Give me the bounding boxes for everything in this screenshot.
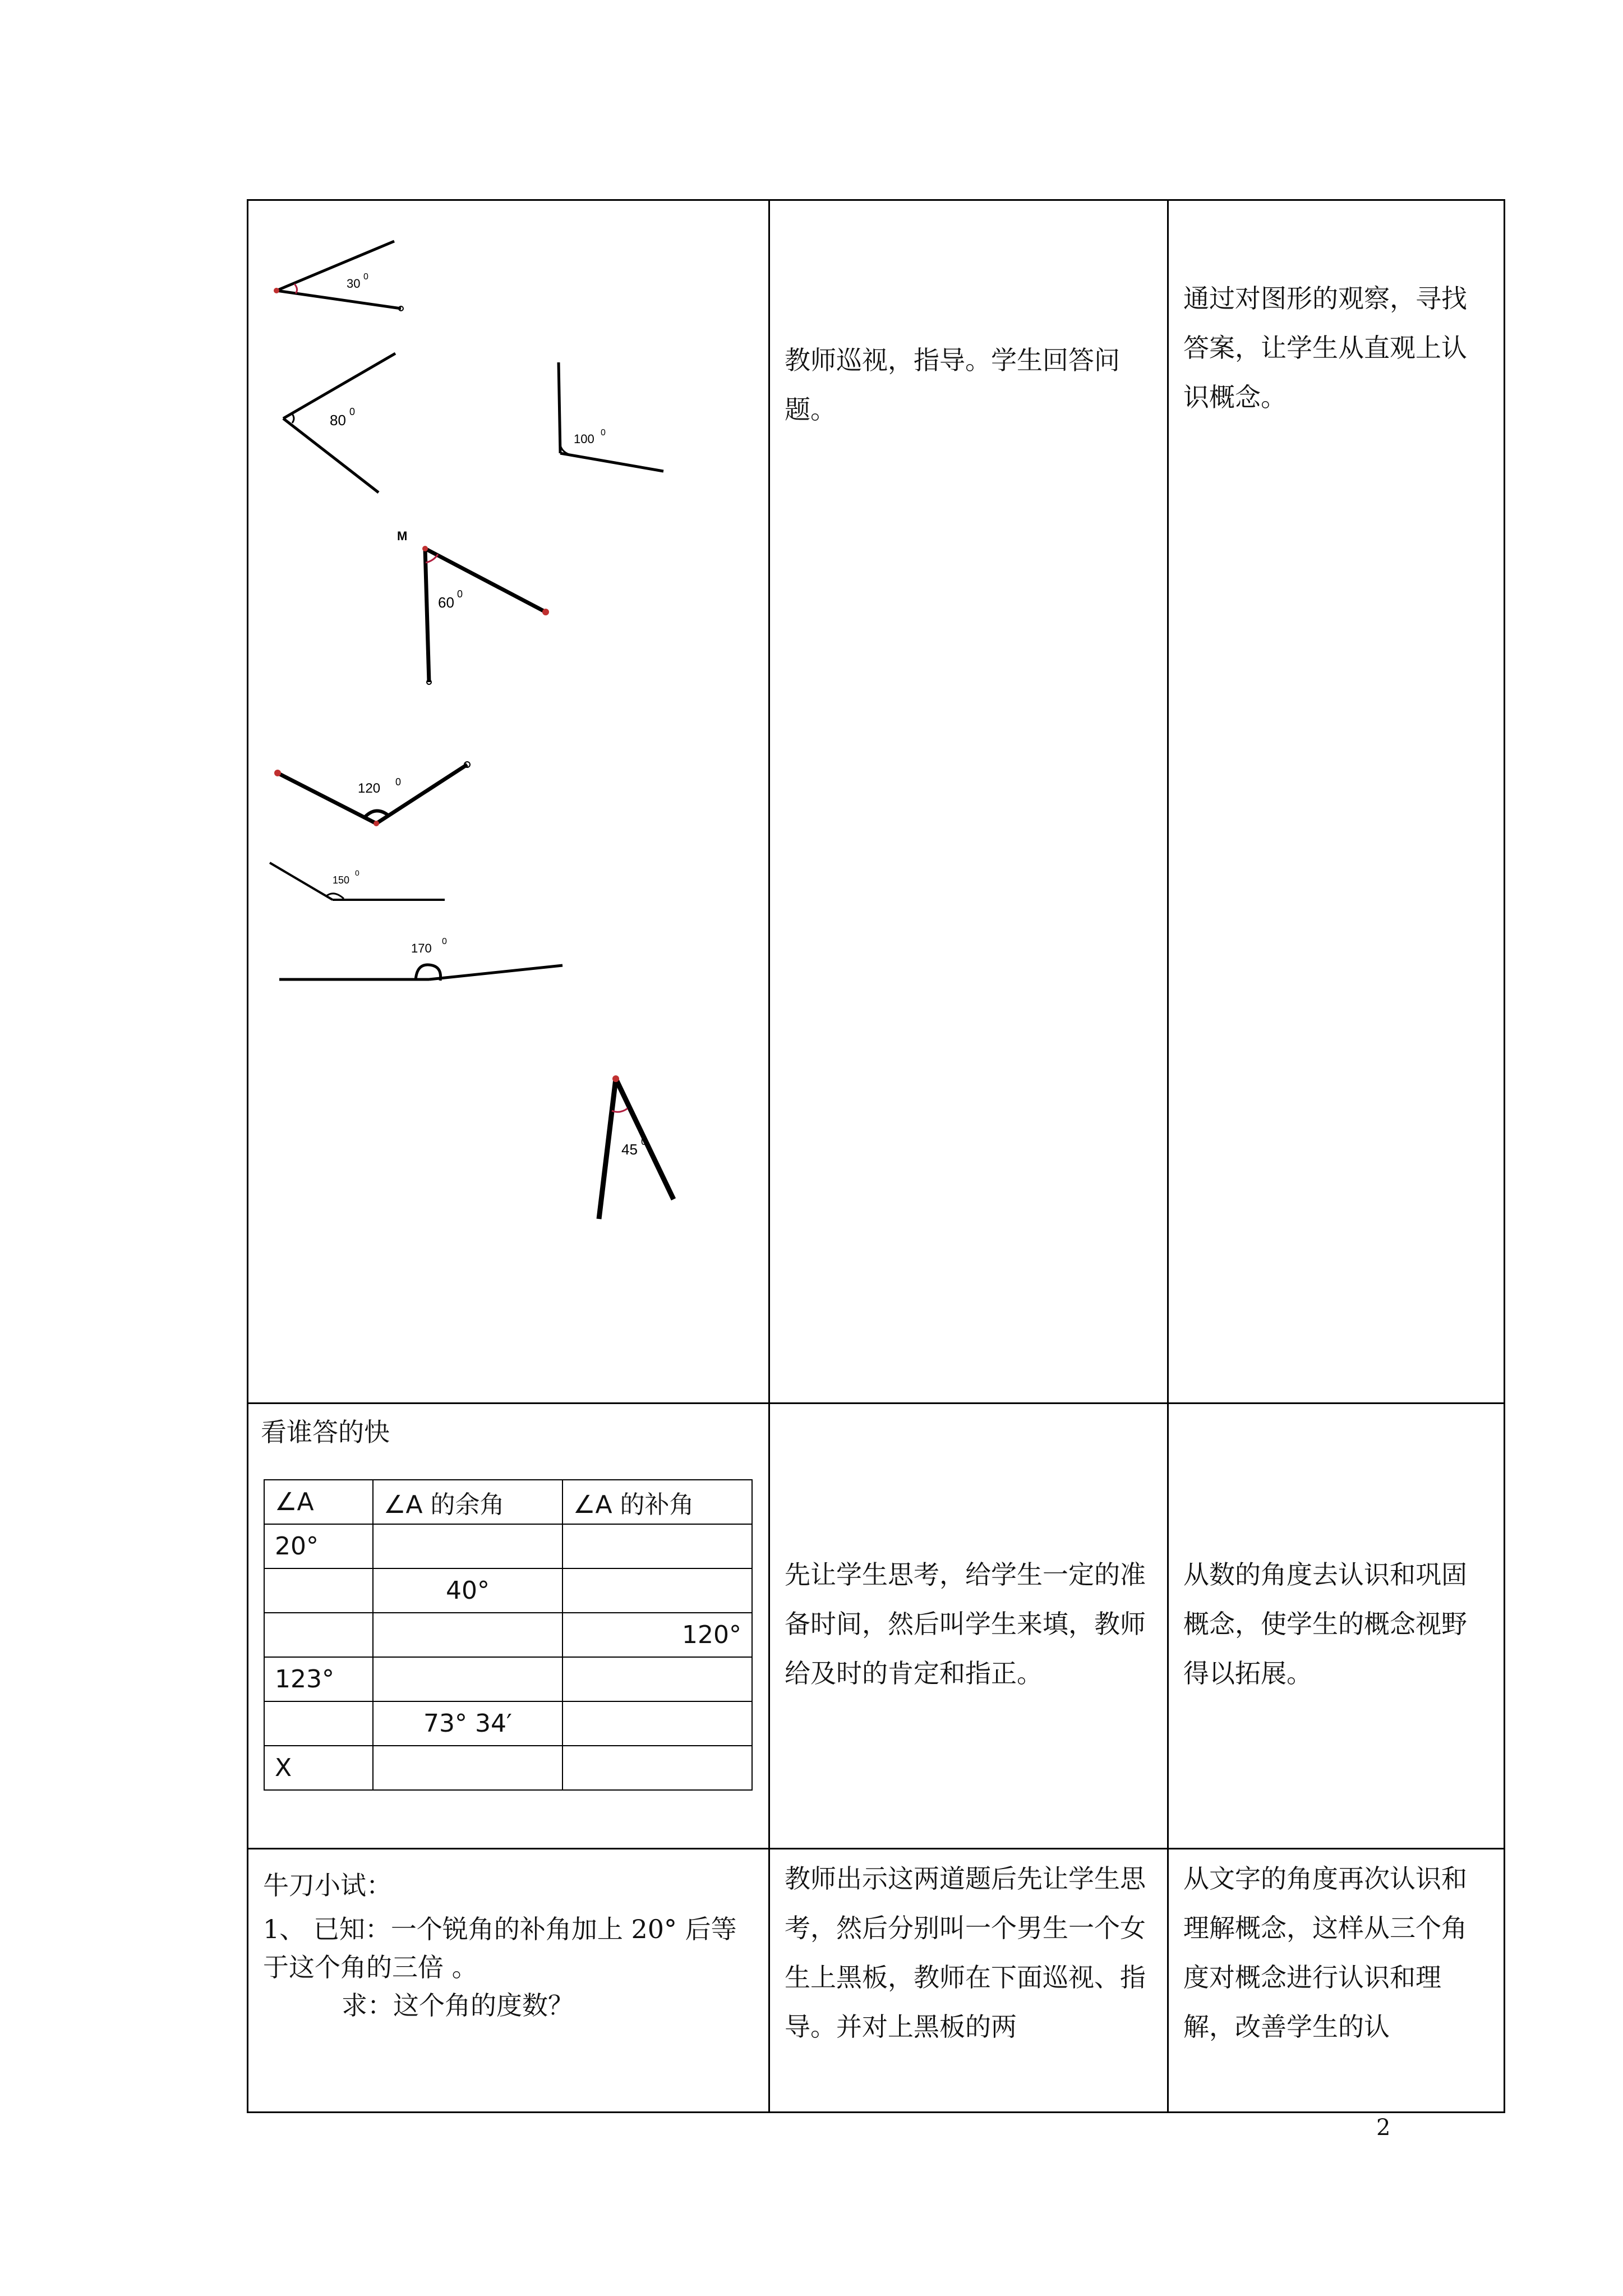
angle-diagrams bbox=[248, 201, 768, 1402]
table-cell bbox=[373, 1613, 562, 1657]
problem-text: 1、 已知：一个锐角的补角加上 20° 后等于这个角的三倍 。 bbox=[263, 1914, 737, 1982]
angle-120-label: 120 bbox=[358, 781, 381, 796]
table-cell bbox=[373, 1524, 562, 1568]
table-cell: X bbox=[264, 1746, 373, 1790]
teacher-activity-text: 先让学生思考，给学生一定的准备时间，然后叫学生来填，教师给及时的肯定和指正。 bbox=[785, 1559, 1146, 1688]
quick-answer-title: 看谁答的快 bbox=[261, 1417, 390, 1447]
design-purpose-cell bbox=[1168, 200, 1505, 1404]
teacher-activity-cell bbox=[769, 1849, 1168, 2113]
angle-figures bbox=[248, 201, 768, 1402]
table-cell bbox=[562, 1568, 752, 1613]
header-supplement: ∠A 的补角 bbox=[562, 1480, 752, 1524]
svg-text:0: 0 bbox=[349, 406, 356, 417]
table-cell bbox=[373, 1746, 562, 1790]
svg-text:0: 0 bbox=[641, 1136, 647, 1147]
angle-80-label: 80 bbox=[330, 412, 346, 429]
angle-60-figure bbox=[397, 529, 549, 684]
table-cell bbox=[264, 1613, 373, 1657]
table-row bbox=[248, 200, 1505, 1404]
table-cell bbox=[373, 1657, 562, 1701]
design-purpose-text: 通过对图形的观察，寻找答案，让学生从直观上认识概念。 bbox=[1183, 283, 1467, 412]
svg-text:0: 0 bbox=[457, 588, 463, 600]
teacher-activity-text: 教师巡视，指导。学生回答问题。 bbox=[785, 345, 1120, 425]
angle-30-figure bbox=[274, 241, 403, 311]
trial-exercise-cell bbox=[248, 1849, 769, 2113]
angle-120-figure bbox=[274, 762, 470, 826]
svg-text:0: 0 bbox=[601, 428, 606, 438]
svg-text:0: 0 bbox=[363, 272, 368, 282]
angle-60-label: 60 bbox=[438, 594, 454, 611]
table-row bbox=[264, 1746, 752, 1790]
design-purpose-text: 从文字的角度再次认识和理解概念，这样从三个角度对概念进行认识和理解，改善学生的认 bbox=[1183, 1864, 1467, 2042]
teacher-activity-cell bbox=[769, 1404, 1168, 1849]
table-row bbox=[264, 1613, 752, 1657]
angle-150-figure bbox=[270, 863, 445, 900]
angle-170-label: 170 bbox=[411, 941, 432, 955]
header-angle-a: ∠A bbox=[264, 1480, 373, 1524]
table-cell: 40° bbox=[373, 1568, 562, 1613]
svg-text:0: 0 bbox=[442, 937, 447, 946]
table-row bbox=[264, 1701, 752, 1746]
teacher-activity-cell bbox=[769, 200, 1168, 1404]
quick-answer-cell bbox=[248, 1404, 769, 1849]
angle-170-figure bbox=[279, 937, 562, 981]
table-header-row bbox=[264, 1480, 752, 1524]
table-cell bbox=[562, 1657, 752, 1701]
svg-text:0: 0 bbox=[395, 776, 402, 788]
angle-table bbox=[264, 1479, 753, 1791]
table-row bbox=[248, 1404, 1505, 1849]
table-row bbox=[264, 1568, 752, 1613]
angle-100-figure bbox=[559, 362, 663, 471]
teacher-activity-text: 教师出示这两道题后先让学生思考，然后分别叫一个男生一个女生上黑板，教师在下面巡视、指导。并对上黑板的两 bbox=[785, 1864, 1146, 2042]
table-cell: 123° bbox=[264, 1657, 373, 1701]
table-row bbox=[248, 1849, 1505, 2113]
table-cell bbox=[562, 1746, 752, 1790]
table-cell: 73° 34′ bbox=[373, 1701, 562, 1746]
table-cell bbox=[264, 1701, 373, 1746]
angle-100-label: 100 bbox=[574, 432, 594, 446]
question-text: 求：这个角的度数？ bbox=[342, 1990, 574, 2021]
vertex-m-label: M bbox=[397, 529, 408, 543]
svg-text:0: 0 bbox=[355, 868, 359, 877]
trial-title: 牛刀小试： bbox=[263, 1870, 392, 1901]
table-cell bbox=[562, 1524, 752, 1568]
table-cell bbox=[562, 1701, 752, 1746]
design-purpose-text: 从数的角度去认识和巩固概念，使学生的概念视野得以拓展。 bbox=[1183, 1559, 1467, 1688]
table-cell: 20° bbox=[264, 1524, 373, 1568]
angle-150-label: 150 bbox=[333, 875, 350, 886]
angle-80-figure bbox=[283, 353, 395, 493]
lesson-plan-table bbox=[247, 199, 1505, 2113]
header-complement: ∠A 的余角 bbox=[373, 1480, 562, 1524]
angle-30-label: 30 bbox=[347, 277, 361, 291]
table-row bbox=[264, 1524, 752, 1568]
angle-45-label: 45 bbox=[621, 1141, 638, 1158]
table-row bbox=[264, 1657, 752, 1701]
table-cell: 120° bbox=[562, 1613, 752, 1657]
table-cell bbox=[264, 1568, 373, 1613]
design-purpose-cell bbox=[1168, 1849, 1505, 2113]
angle-figures-cell bbox=[248, 200, 769, 1404]
page-number: 2 bbox=[1376, 2115, 1391, 2141]
design-purpose-cell bbox=[1168, 1404, 1505, 1849]
angle-45-figure bbox=[599, 1075, 674, 1219]
